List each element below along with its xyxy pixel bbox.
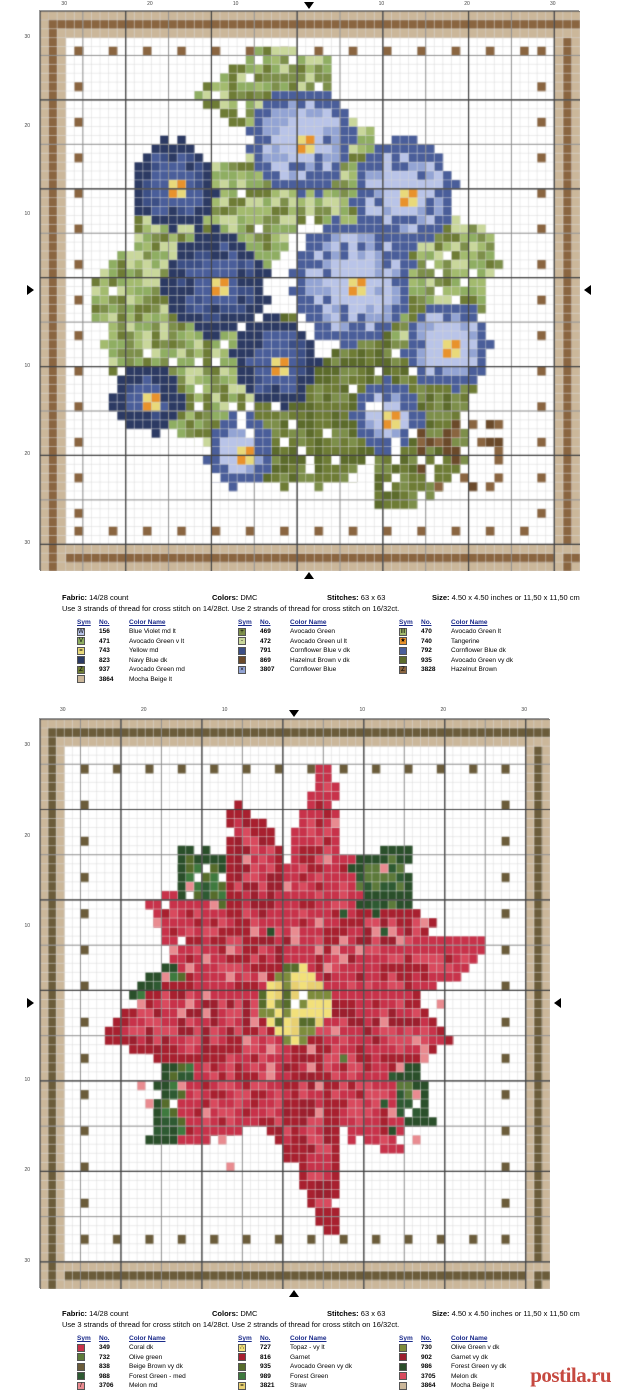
- legend-thread-number: 935: [421, 656, 432, 664]
- legend-color-name: Avocado Green: [290, 628, 336, 635]
- color-legend-1: [0, 618, 617, 684]
- legend-color-name: Navy Blue dk: [129, 656, 168, 664]
- legend-header-row: [77, 618, 224, 627]
- legend-header-sym: Sym: [238, 1335, 252, 1342]
- legend-thread-number: 902: [421, 1353, 432, 1361]
- legend-thread-number: 3864: [421, 1382, 436, 1389]
- legend-header-row: [77, 1334, 224, 1343]
- color-swatch: [77, 675, 85, 683]
- size-label: Size:: [432, 593, 450, 602]
- legend-header-no: No.: [421, 1335, 432, 1342]
- color-swatch: [238, 1372, 246, 1380]
- legend-row: [238, 646, 385, 656]
- legend-header-name: Color Name: [290, 1335, 327, 1342]
- legend-row: [399, 646, 546, 656]
- legend-column: [399, 1334, 546, 1391]
- legend-symbol-swatch: [238, 666, 260, 674]
- legend-thread-number: 3807: [260, 666, 275, 673]
- legend-row: [238, 1343, 385, 1353]
- center-marker-left-2: [27, 998, 34, 1008]
- legend-symbol-swatch: [77, 1382, 99, 1390]
- legend-thread-number: 937: [99, 666, 110, 673]
- legend-color-name: Forest Green: [290, 1372, 329, 1380]
- legend-header-no: No.: [421, 619, 432, 626]
- legend-symbol-swatch: [399, 1363, 421, 1371]
- center-marker-bottom-2: [289, 1290, 299, 1297]
- legend-color-name: Avocado Green vy dk: [451, 656, 514, 664]
- ruler-tick-top: 20: [440, 707, 447, 713]
- center-marker-right-2: [554, 998, 561, 1008]
- legend-color-name: Straw: [290, 1382, 307, 1389]
- legend-column: [77, 1334, 224, 1391]
- colors-value: DMC: [240, 593, 258, 602]
- legend-header-name: Color Name: [451, 619, 488, 626]
- color-swatch: [77, 1353, 85, 1361]
- legend-color-name: Avocado Green ul lt: [290, 637, 347, 645]
- legend-thread-number: 988: [99, 1372, 110, 1380]
- color-swatch: [238, 1353, 246, 1361]
- legend-symbol-swatch: [77, 675, 99, 683]
- watermark-text: postila.ru: [530, 1363, 611, 1387]
- ruler-tick-left: 10: [24, 923, 31, 930]
- legend-color-name: Olive Green v dk: [451, 1344, 500, 1351]
- stitches-value-2: 63 x 63: [360, 1309, 386, 1318]
- center-marker-top-2: [289, 710, 299, 717]
- legend-thread-number: 743: [99, 647, 110, 654]
- size-value: 4.50 x 4.50 inches or 11,50 x 11,50 cm: [451, 593, 580, 602]
- color-swatch: -: [238, 637, 246, 645]
- center-marker-top-1: [304, 2, 314, 9]
- legend-row: [77, 1353, 224, 1363]
- legend-row: [77, 1362, 224, 1372]
- legend-symbol-swatch: [77, 628, 99, 636]
- legend-symbol-swatch: [77, 1372, 99, 1380]
- ruler-tick-left: 30: [24, 540, 31, 547]
- fabric-label-2: Fabric:: [62, 1309, 88, 1318]
- legend-header-sym: Sym: [399, 619, 413, 626]
- pattern-grid-2: [39, 718, 549, 1288]
- colors-value-2: DMC: [240, 1309, 258, 1318]
- legend-symbol-swatch: [399, 1353, 421, 1361]
- color-swatch: Z: [399, 666, 407, 674]
- legend-thread-number: 730: [421, 1344, 432, 1351]
- legend-header-sym: Sym: [77, 1335, 91, 1342]
- legend-thread-number: 791: [260, 647, 271, 654]
- color-swatch: [77, 1344, 85, 1352]
- chart-info-1: [0, 592, 617, 684]
- fabric-value-2: 14/28 count: [89, 1309, 129, 1318]
- stitches-label-2: Stitches:: [327, 1309, 359, 1318]
- legend-symbol-swatch: [77, 637, 99, 645]
- ruler-tick-top: 10: [232, 1, 239, 7]
- legend-row: [238, 1362, 385, 1372]
- legend-thread-number: 823: [99, 656, 110, 664]
- legend-symbol-swatch: [238, 628, 260, 636]
- color-swatch: [399, 1353, 407, 1361]
- legend-row: [77, 646, 224, 656]
- legend-header-sym: Sym: [77, 619, 91, 626]
- legend-row: [77, 1343, 224, 1353]
- legend-thread-number: 935: [260, 1363, 271, 1370]
- ruler-tick-top: 30: [60, 707, 66, 713]
- legend-symbol-swatch: [399, 647, 421, 655]
- legend-row: [77, 627, 224, 637]
- legend-thread-number: 3706: [99, 1382, 114, 1389]
- legend-symbol-swatch: [238, 1372, 260, 1380]
- legend-row: [77, 637, 224, 647]
- color-swatch: [238, 656, 246, 664]
- legend-header-no: No.: [99, 619, 110, 626]
- color-swatch: [238, 1363, 246, 1371]
- color-swatch: =: [77, 647, 85, 655]
- legend-color-name: Melon dk: [451, 1372, 478, 1380]
- watermark: [530, 1363, 611, 1388]
- legend-row: [238, 665, 385, 675]
- legend-color-name: Mocha Beige lt: [129, 675, 172, 683]
- ruler-tick-top: 20: [464, 1, 470, 7]
- fabric-value: 14/28 count: [89, 593, 129, 602]
- legend-thread-number: 989: [260, 1372, 271, 1380]
- legend-color-name: Blue Violet md lt: [129, 628, 176, 635]
- legend-symbol-swatch: [399, 656, 421, 664]
- legend-column: [77, 618, 224, 684]
- legend-symbol-swatch: [77, 1344, 99, 1352]
- legend-symbol-swatch: [399, 1344, 421, 1352]
- legend-row: [399, 1353, 546, 1363]
- legend-symbol-swatch: [77, 1353, 99, 1361]
- legend-header-no: No.: [260, 1335, 271, 1342]
- legend-symbol-swatch: [399, 637, 421, 645]
- center-marker-bottom-1: [304, 572, 314, 579]
- chart-grid-area-2: [9, 706, 609, 1306]
- legend-row: [238, 637, 385, 647]
- legend-thread-number: 349: [99, 1344, 110, 1351]
- legend-color-name: Melon md: [129, 1382, 158, 1389]
- ruler-tick-top: 30: [550, 1, 556, 7]
- legend-color-name: Beige Brown vy dk: [129, 1363, 183, 1370]
- ruler-tick-left: 10: [24, 211, 31, 218]
- legend-thread-number: 3864: [99, 675, 114, 683]
- legend-column: [399, 618, 546, 684]
- legend-color-name: Avocado Green lt: [451, 628, 502, 635]
- legend-thread-number: 792: [421, 647, 432, 654]
- legend-symbol-swatch: [77, 647, 99, 655]
- legend-symbol-swatch: [399, 628, 421, 636]
- strands-note-2: Use 3 strands of thread for cross stitch on 14/28ct. Use 2 strands of thread for cross stitch on 16/32ct.: [62, 1320, 400, 1329]
- chart-grid-area-1: [9, 0, 609, 590]
- center-marker-left-1: [27, 285, 34, 295]
- legend-thread-number: 156: [99, 628, 110, 635]
- stitches-label: Stitches:: [327, 593, 359, 602]
- color-swatch: Z: [77, 666, 85, 674]
- legend-color-name: Cornflower Blue: [290, 666, 337, 673]
- legend-row: [238, 627, 385, 637]
- legend-thread-number: 869: [260, 656, 271, 664]
- color-swatch: +: [238, 628, 246, 636]
- legend-color-name: Topaz - vy lt: [290, 1344, 325, 1351]
- legend-column: [238, 1334, 385, 1391]
- ruler-tick-left: 20: [24, 451, 31, 458]
- ruler-tick-left: 30: [24, 1257, 31, 1264]
- color-swatch: III: [400, 628, 406, 635]
- legend-color-name: Coral dk: [129, 1344, 154, 1351]
- ruler-tick-top: 20: [147, 1, 153, 7]
- ruler-tick-left: 30: [24, 742, 31, 749]
- legend-header-name: Color Name: [290, 619, 327, 626]
- stitches-value: 63 x 63: [360, 593, 386, 602]
- legend-row: [238, 1372, 385, 1382]
- color-swatch: [399, 1363, 407, 1371]
- legend-thread-number: 470: [421, 628, 432, 635]
- fabric-label: Fabric:: [62, 593, 88, 602]
- legend-header-row: [238, 618, 385, 627]
- legend-thread-number: 469: [260, 628, 271, 635]
- ruler-tick-left: 10: [24, 1076, 31, 1083]
- colors-label-2: Colors:: [212, 1309, 239, 1318]
- legend-thread-number: 3821: [260, 1382, 275, 1389]
- legend-thread-number: 986: [421, 1363, 432, 1370]
- legend-color-name: Garnet vy dk: [451, 1353, 488, 1361]
- ruler-tick-left: 20: [24, 1167, 31, 1174]
- pattern-grid-1: [39, 10, 579, 570]
- legend-symbol-swatch: [399, 666, 421, 674]
- legend-thread-number: 472: [260, 637, 271, 645]
- legend-row: [238, 656, 385, 666]
- legend-header-name: Color Name: [129, 1335, 166, 1342]
- legend-header-name: Color Name: [451, 1335, 488, 1342]
- color-swatch: [399, 1372, 407, 1380]
- ruler-tick-top: 10: [221, 707, 228, 713]
- legend-symbol-swatch: [238, 656, 260, 664]
- legend-color-name: Hazelnut Brown: [451, 666, 497, 673]
- legend-row: [77, 665, 224, 675]
- size-value-2: 4.50 x 4.50 inches or 11,50 x 11,50 cm: [451, 1309, 580, 1318]
- legend-row: [399, 1372, 546, 1382]
- legend-header-no: No.: [260, 619, 271, 626]
- color-swatch: ∴: [238, 1344, 246, 1352]
- legend-symbol-swatch: [238, 1353, 260, 1361]
- legend-column: [238, 618, 385, 684]
- legend-color-name: Avocado Green md: [129, 666, 185, 673]
- color-swatch: =: [238, 1382, 246, 1390]
- legend-row: [399, 627, 546, 637]
- color-swatch: [399, 1382, 407, 1390]
- color-swatch: [399, 1344, 407, 1352]
- legend-symbol-swatch: [77, 656, 99, 664]
- legend-symbol-swatch: [238, 637, 260, 645]
- color-swatch: [238, 647, 246, 655]
- legend-color-name: Forest Green vy dk: [451, 1363, 507, 1370]
- legend-header-name: Color Name: [129, 619, 166, 626]
- legend-symbol-swatch: [238, 1344, 260, 1352]
- ruler-tick-left: 20: [24, 832, 31, 839]
- legend-color-name: Mocha Beige lt: [451, 1382, 494, 1389]
- chart-block-poinsettia: [0, 700, 617, 1392]
- legend-color-name: Tangerine: [451, 637, 480, 645]
- colors-label: Colors:: [212, 593, 239, 602]
- legend-symbol-swatch: [77, 666, 99, 674]
- ruler-tick-left: 10: [24, 362, 31, 369]
- ruler-tick-top: 10: [378, 1, 385, 7]
- legend-header-no: No.: [99, 1335, 110, 1342]
- legend-thread-number: 3705: [421, 1372, 436, 1380]
- center-marker-right-1: [584, 285, 591, 295]
- legend-symbol-swatch: [77, 1363, 99, 1371]
- chart-info-2: [0, 1308, 617, 1391]
- legend-header-row: [399, 618, 546, 627]
- legend-header-sym: Sym: [399, 1335, 413, 1342]
- legend-thread-number: 471: [99, 637, 110, 645]
- legend-row: [77, 1381, 224, 1391]
- color-swatch: [77, 1372, 85, 1380]
- ruler-tick-top: 30: [61, 1, 67, 7]
- legend-color-name: Cornflower Blue v dk: [290, 647, 350, 654]
- legend-header-row: [399, 1334, 546, 1343]
- legend-row: [238, 1353, 385, 1363]
- legend-symbol-swatch: [399, 1372, 421, 1380]
- legend-row: [399, 665, 546, 675]
- color-swatch: [399, 656, 407, 664]
- legend-row: [77, 656, 224, 666]
- legend-symbol-swatch: [238, 647, 260, 655]
- legend-row: [77, 1372, 224, 1382]
- legend-thread-number: 740: [421, 637, 432, 645]
- size-label-2: Size:: [432, 1309, 450, 1318]
- color-swatch: [77, 1363, 85, 1371]
- color-swatch: /: [77, 1382, 85, 1390]
- legend-thread-number: 732: [99, 1353, 110, 1361]
- legend-row: [77, 675, 224, 685]
- ruler-tick-left: 30: [24, 33, 31, 40]
- legend-row: [399, 1362, 546, 1372]
- legend-row: [399, 1343, 546, 1353]
- color-swatch: ★: [400, 638, 406, 645]
- color-swatch: [77, 656, 85, 664]
- legend-thread-number: 3828: [421, 666, 436, 673]
- ruler-tick-top: 20: [140, 707, 147, 713]
- legend-thread-number: 727: [260, 1344, 271, 1351]
- color-swatch: [399, 647, 407, 655]
- legend-color-name: Olive green: [129, 1353, 163, 1361]
- color-swatch: V: [78, 638, 83, 645]
- legend-row: [399, 1381, 546, 1391]
- legend-row: [238, 1381, 385, 1391]
- color-swatch: W: [78, 628, 84, 635]
- color-swatch: ×: [238, 666, 246, 674]
- ruler-tick-left: 20: [24, 122, 31, 129]
- legend-header-row: [238, 1334, 385, 1343]
- legend-color-name: Garnet: [290, 1353, 310, 1361]
- legend-color-name: Yellow md: [129, 647, 159, 654]
- legend-color-name: Hazelnut Brown v dk: [290, 656, 350, 664]
- legend-symbol-swatch: [399, 1382, 421, 1390]
- legend-color-name: Forest Green - med: [129, 1372, 186, 1380]
- ruler-tick-top: 10: [359, 707, 366, 713]
- legend-row: [399, 637, 546, 647]
- legend-header-sym: Sym: [238, 619, 252, 626]
- ruler-tick-top: 30: [521, 707, 527, 713]
- legend-thread-number: 816: [260, 1353, 271, 1361]
- legend-thread-number: 838: [99, 1363, 110, 1370]
- legend-symbol-swatch: [238, 1363, 260, 1371]
- legend-color-name: Avocado Green vy dk: [290, 1363, 353, 1370]
- strands-note-1: Use 3 strands of thread for cross stitch on 14/28ct. Use 2 strands of thread for cross stitch on 16/32ct.: [62, 604, 400, 613]
- legend-color-name: Cornflower Blue dk: [451, 647, 506, 654]
- legend-symbol-swatch: [238, 1382, 260, 1390]
- legend-row: [399, 656, 546, 666]
- legend-color-name: Avocado Green v lt: [129, 637, 185, 645]
- color-legend-2: [0, 1334, 617, 1391]
